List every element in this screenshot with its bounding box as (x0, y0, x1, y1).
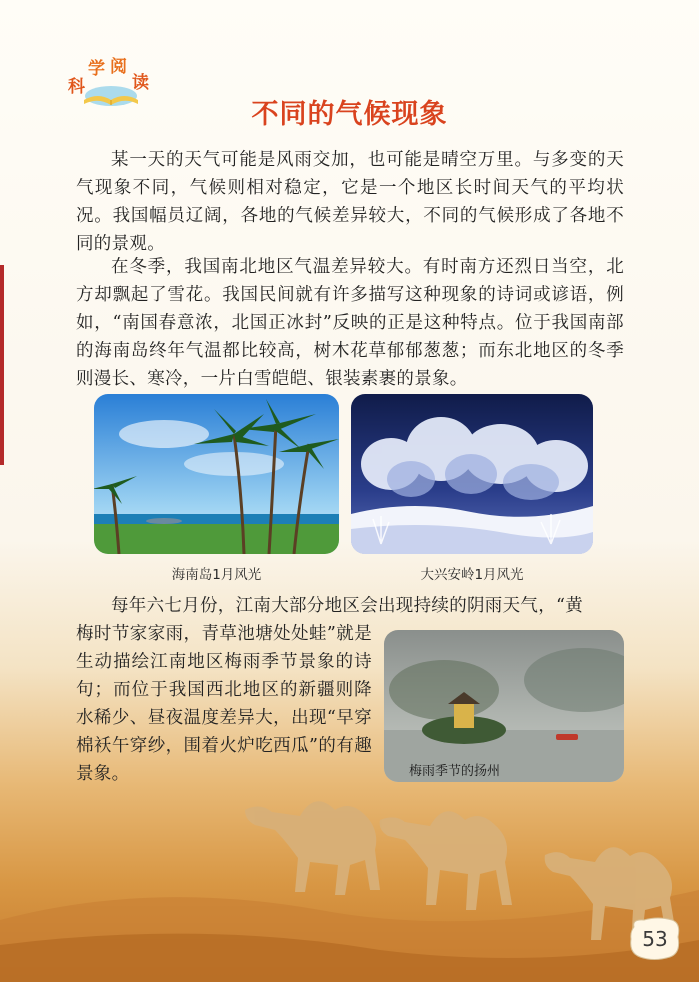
page-number: 53 (642, 927, 668, 951)
page-edge-marker (0, 265, 4, 465)
hainan-beach-photo (94, 394, 339, 554)
page-title: 不同的气候现象 (251, 99, 448, 130)
paragraph-weather-vs-climate: 某一天的天气可能是风雨交加，也可能是晴空万里。与多变的天气现象不同，气候则相对稳定，它是一个地区长时间天气的平均状况。我国幅员辽阔，各地的气候差异较大，不同的气候形成了各地不同的景观。 (76, 150, 624, 254)
caption-daxinganling: 大兴安岭1月风光 (420, 567, 524, 583)
logo-char-1: 科 (68, 77, 85, 97)
paragraph-plum-rain-continued: 梅时节家家雨，青草池塘处处蛙”就是生动描绘江南地区梅雨季节景象的诗句；而位于我国西北地区的新疆则降水稀少、昼夜温度差异大，出现“早穿棉袄午穿纱，围着火炉吃西瓜”的有趣景象。 (76, 624, 372, 784)
logo-char-2: 学 (88, 59, 105, 79)
daxinganling-snow-photo (351, 394, 593, 554)
desert-camels-illustration (0, 770, 699, 982)
caption-yangzhou: 梅雨季节的扬州 (409, 764, 501, 779)
page-number-badge (628, 917, 682, 961)
logo-char-4: 读 (132, 73, 149, 93)
logo-char-3: 阅 (110, 57, 127, 77)
paragraph-winter-contrast: 在冬季，我国南北地区气温差异较大。有时南方还烈日当空，北方却飘起了雪花。我国民间就有许多描写这种现象的诗词或谚语，例如，“南国春意浓，北国正冰封”反映的正是这种特点。位于我国南部的海南岛终年气温都比较高，树木花草郁郁葱葱；而东北地区的冬季则漫长、寒冷，一片白雪皑皑、银装素裹的景象。 (76, 257, 624, 389)
paragraph-plum-rain-first-line: 每年六七月份，江南大部分地区会出现持续的阴雨天气，“黄 (111, 596, 584, 616)
caption-hainan: 海南岛1月风光 (171, 567, 262, 583)
